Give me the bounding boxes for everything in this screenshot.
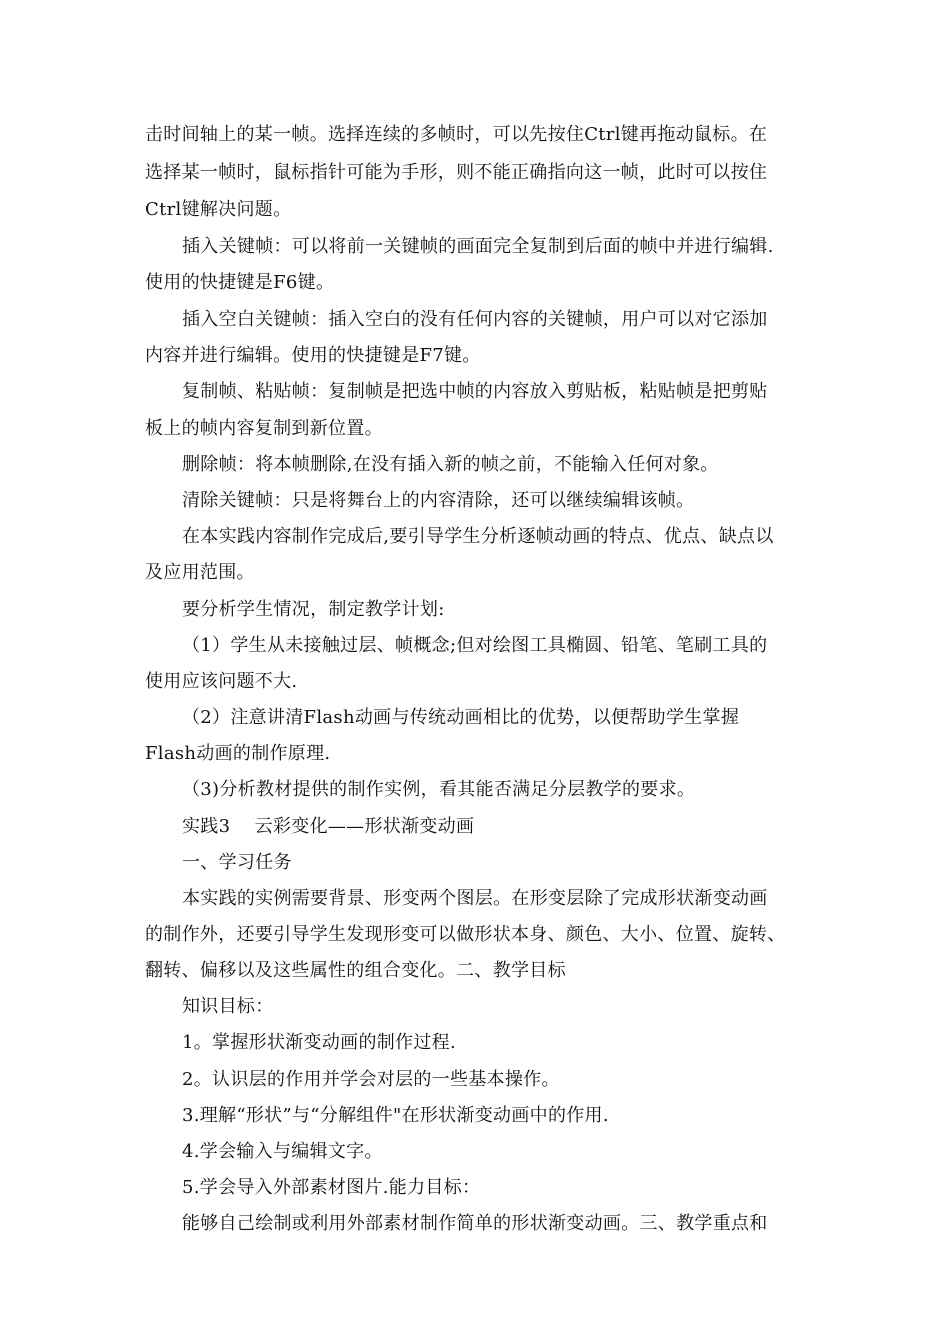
text-line: 选择某一帧时，鼠标指针可能为手形，则不能正确指向这一帧，此时可以按住 <box>145 162 768 183</box>
text-line: 在本实践内容制作完成后,要引导学生分析逐帧动画的特点、优点、缺点以 <box>182 526 774 547</box>
text-line: 清除关键帧：只是将舞台上的内容清除，还可以继续编辑该帧。 <box>182 490 695 511</box>
text-line: 使用的快捷键是F6键。 <box>145 272 335 293</box>
list-item: 5.学会导入外部素材图片.能力目标： <box>182 1177 481 1198</box>
text-line: 本实践的实例需要背景、形变两个图层。在形变层除了完成形状渐变动画 <box>182 888 768 909</box>
section-heading: 实践3 云彩变化——形状渐变动画 <box>182 816 475 837</box>
text-line: （2）注意讲清Flash动画与传统动画相比的优势，以便帮助学生掌握 <box>182 707 740 728</box>
text-line: 的制作外，还要引导学生发现形变可以做形状本身、颜色、大小、位置、旋转、 <box>145 924 786 945</box>
list-item: 1。掌握形状渐变动画的制作过程. <box>182 1032 456 1053</box>
text-line: Ctrl键解决问题。 <box>145 199 292 220</box>
text-line: 板上的帧内容复制到新位置。 <box>145 418 383 439</box>
text-line: 使用应该问题不大. <box>145 671 298 692</box>
text-line: Flash动画的制作原理. <box>145 743 331 764</box>
text-line: 插入空白关键帧：插入空白的没有任何内容的关键帧，用户可以对它添加 <box>182 309 768 330</box>
list-item: 4.学会输入与编辑文字。 <box>182 1141 383 1162</box>
list-item: 2。认识层的作用并学会对层的一些基本操作。 <box>182 1069 560 1090</box>
text-line: 及应用范围。 <box>145 562 255 583</box>
section-heading: 一、学习任务 <box>182 852 292 873</box>
text-line: 知识目标： <box>182 996 274 1017</box>
text-line: 翻转、偏移以及这些属性的组合变化。二、教学目标 <box>145 960 566 981</box>
text-line: 插入关键帧：可以将前一关键帧的画面完全复制到后面的帧中并进行编辑. <box>182 236 774 257</box>
list-item: 3.理解“形状”与“分解组件"在形状渐变动画中的作用. <box>182 1105 609 1126</box>
text-line: 要分析学生情况，制定教学计划: <box>182 599 445 620</box>
text-line: 复制帧、粘贴帧：复制帧是把选中帧的内容放入剪贴板，粘贴帧是把剪贴 <box>182 381 768 402</box>
text-line: （1）学生从未接触过层、帧概念;但对绘图工具椭圆、铅笔、笔刷工具的 <box>182 635 768 656</box>
text-line: （3)分析教材提供的制作实例，看其能否满足分层教学的要求。 <box>182 779 696 800</box>
text-line: 能够自己绘制或利用外部素材制作简单的形状渐变动画。三、教学重点和 <box>182 1213 768 1234</box>
text-line: 内容并进行编辑。使用的快捷键是F7键。 <box>145 345 481 366</box>
text-line: 删除帧：将本帧删除,在没有插入新的帧之前，不能输入任何对象。 <box>182 454 719 475</box>
text-line: 击时间轴上的某一帧。选择连续的多帧时，可以先按住Ctrl键再拖动鼠标。在 <box>145 124 768 145</box>
